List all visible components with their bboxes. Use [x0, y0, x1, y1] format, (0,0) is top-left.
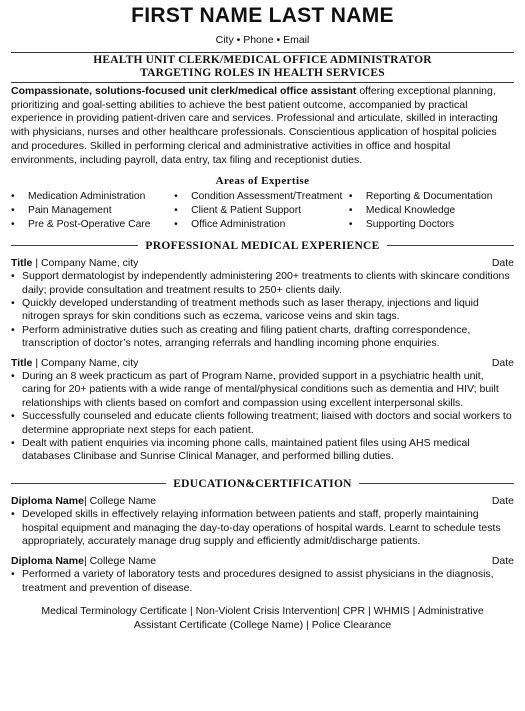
expertise-column-3: [349, 190, 514, 231]
job-date: Date: [491, 256, 514, 269]
experience-heading-label: PROFESSIONAL MEDICAL EXPERIENCE: [145, 239, 380, 252]
expertise-item: • Pre & Post-Operative Care: [11, 218, 174, 232]
expertise-item: • Reporting & Documentation: [349, 190, 514, 204]
expertise-item: • Supporting Doctors: [349, 218, 514, 232]
headline-role: HEALTH UNIT CLERK/MEDICAL OFFICE ADMINISTRATOR: [93, 54, 432, 66]
job-bullets: [11, 270, 514, 350]
candidate-name: FIRST NAME LAST NAME: [131, 4, 394, 27]
heading-rule-right: [359, 483, 514, 484]
diploma-name: Diploma Name: [11, 554, 84, 567]
job-title: Title: [11, 256, 33, 269]
job-company: | Company Name, city: [32, 356, 139, 369]
expertise-column-2: [174, 190, 349, 231]
heading-rule-left: [11, 245, 138, 246]
expertise-item: • Medical Knowledge: [349, 204, 514, 218]
job-bullet: • Perform administrative duties such as creating and filing patient charts, drafting correspondence, transcription of doctor’s notes, arranging referrals and handling incoming phone enquiries.: [11, 324, 514, 351]
job-bullet: • Support dermatologist by independently administering 200+ treatments to clients with skincare conditions daily; provide consultation and treatment results to 250+ clients daily.: [11, 270, 514, 297]
summary-body: offering exceptional planning, prioritizing and goal-setting abilities to achieve the best patient outcome, accompanied by practical experience in providing patient-driven care and services. Professional and articulate, skilled in interacting with physicians, nurses and other healthcare professionals. Conscientious application of hospital policies and procedures. Skilled in performing clerical and administrative activities in office and hospital environments, including payroll, data entry, tax filing and receptionist duties.: [11, 85, 498, 166]
areas-of-expertise-list: [11, 190, 514, 231]
education-entry-1: [11, 495, 514, 549]
education-entry-2: [11, 555, 514, 595]
headline: [11, 53, 514, 82]
expertise-item: • Pain Management: [11, 204, 174, 218]
college-name: | College Name: [83, 554, 157, 567]
college-name: | College Name: [83, 494, 157, 507]
job-bullet: • During an 8 week practicum as part of Program Name, provided support in a psychiatric health unit, caring for 20+ patients with a wide range of mental/physical conditions such as dementia and HIV; built relationships with clients based on comfort and compassion using excellent interpersonal skills.: [11, 370, 514, 410]
contact-line: City • Phone • Email: [215, 34, 310, 46]
education-header: [11, 495, 514, 509]
areas-of-expertise-title: Areas of Expertise: [215, 175, 310, 188]
heading-rule-left: [11, 483, 166, 484]
job-title: Title: [11, 356, 33, 369]
expertise-item: • Office Administration: [174, 218, 349, 232]
job-bullets: [11, 370, 514, 464]
expertise-column-1: [11, 190, 174, 231]
education-bullets: [11, 568, 514, 595]
job-header: [11, 357, 514, 371]
education-section-heading: [11, 476, 514, 492]
certifications-line-2: Assistant Certificate (College Name) | Police Clearance: [133, 618, 392, 631]
job-entry-2: [11, 357, 514, 464]
expertise-item: • Condition Assessment/Treatment: [174, 190, 349, 204]
job-bullet: • Successfully counseled and educate clients following treatment; liaised with doctors and social workers to determine appropriate next steps for each patient.: [11, 410, 514, 437]
heading-rule-right: [387, 245, 514, 246]
job-bullet: • Dealt with patient enquiries via incoming phone calls, maintained patient files using AHS medical databases Clinibase and Sunrise Clinical Manager, and performed billing duties.: [11, 437, 514, 464]
expertise-item: • Medication Administration: [11, 190, 174, 204]
education-bullets: [11, 508, 514, 548]
job-entry-1: [11, 257, 514, 351]
job-bullet: • Quickly developed understanding of treatment methods such as laser therapy, injections and liquid nitrogen sprays for skin conditions such as eczema, varicose veins and skin tags.: [11, 297, 514, 324]
education-header: [11, 555, 514, 569]
education-bullet: • Developed skills in effectively relaying information between patients and staff, properly maintaining hospital equipment and managing the day-to-day operations of hospital wards. Learnt to schedule tests appropriately, accurately manage drug supply and efficiently admit/discharge patients.: [11, 508, 514, 548]
job-company: | Company Name, city: [32, 256, 139, 269]
education-date: Date: [491, 494, 514, 507]
diploma-name: Diploma Name: [11, 494, 84, 507]
education-date: Date: [491, 554, 514, 567]
job-date: Date: [491, 356, 514, 369]
certifications: [11, 604, 514, 632]
education-bullet: • Performed a variety of laboratory tests and procedures designed to assist physicians in the diagnosis, treatment and prevention of disease.: [11, 568, 514, 595]
summary-paragraph: [11, 85, 514, 167]
job-header: [11, 257, 514, 271]
summary-lead: Compassionate, solutions-focused unit clerk/medical office assistant: [11, 85, 357, 97]
certifications-line-1: Medical Terminology Certificate | Non-Violent Crisis Intervention| CPR | WHMIS | Administrative: [41, 604, 484, 617]
divider-headline: [11, 82, 514, 83]
headline-target: TARGETING ROLES IN HEALTH SERVICES: [140, 67, 385, 79]
experience-section-heading: [11, 238, 514, 254]
education-heading-label: EDUCATION&CERTIFICATION: [173, 477, 352, 490]
resume-page: [0, 2, 525, 711]
expertise-item: • Client & Patient Support: [174, 204, 349, 218]
